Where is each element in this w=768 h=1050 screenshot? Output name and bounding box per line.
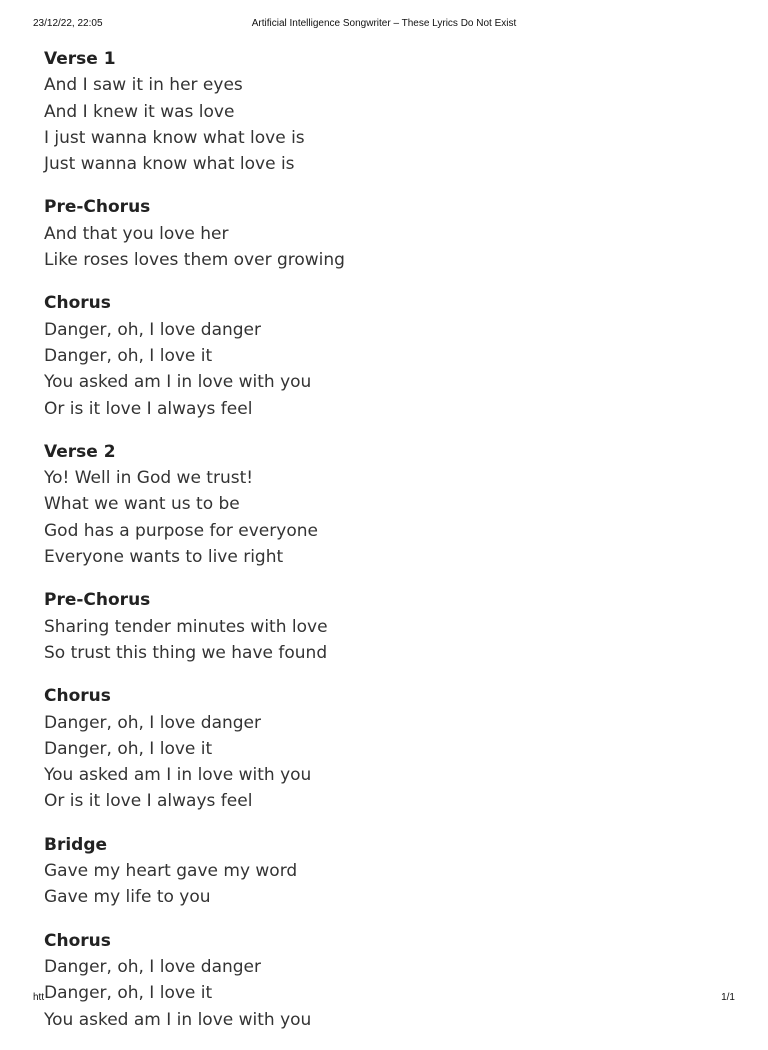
page-number: 1/1 [721, 992, 735, 1003]
lyric-line: Sharing tender minutes with love [44, 616, 328, 637]
lyric-line: Or is it love I always feel [44, 791, 253, 812]
footer-url: htt [33, 992, 45, 1003]
section-label: Pre-Chorus [44, 590, 151, 611]
lyric-line: Danger, oh, I love it [44, 738, 213, 759]
lyric-line: And I saw it in her eyes [44, 75, 243, 96]
lyric-line: Danger, oh, I love danger [44, 319, 261, 340]
lyric-line: And that you love her [44, 223, 229, 244]
print-header [0, 18, 768, 32]
print-datetime: 23/12/22, 22:05 [33, 18, 103, 29]
lyric-line: Danger, oh, I love danger [44, 712, 261, 733]
lyric-line: Gave my life to you [44, 887, 211, 908]
lyric-line: God has a purpose for everyone [44, 520, 318, 541]
lyric-line: I just wanna know what love is [44, 127, 305, 148]
lyric-line: Danger, oh, I love danger [44, 956, 261, 977]
section-label: Pre-Chorus [44, 197, 151, 218]
lyric-line: You asked am I in love with you [44, 1009, 312, 1030]
lyrics-section [44, 439, 724, 570]
lyrics-section [44, 928, 724, 1033]
lyric-line: Danger, oh, I love it [44, 345, 213, 366]
lyric-line: Like roses loves them over growing [44, 250, 345, 271]
lyrics-body [44, 46, 724, 1050]
section-label: Chorus [44, 293, 111, 314]
lyrics-section [44, 290, 724, 421]
lyric-line: And I knew it was love [44, 101, 235, 122]
lyric-line: You asked am I in love with you [44, 765, 312, 786]
lyric-line: What we want us to be [44, 494, 240, 515]
lyric-line: Yo! Well in God we trust! [44, 468, 254, 489]
section-label: Chorus [44, 930, 111, 951]
lyric-line: Just wanna know what love is [44, 154, 295, 175]
section-label: Verse 1 [44, 49, 116, 69]
lyric-line: Gave my heart gave my word [44, 861, 298, 882]
lyrics-section [44, 194, 724, 273]
lyric-line: Danger, oh, I love it [44, 983, 213, 1004]
lyric-line: Everyone wants to live right [44, 547, 284, 568]
lyrics-section [44, 46, 724, 177]
print-title: Artificial Intelligence Songwriter – These Lyrics Do Not Exist [251, 18, 517, 29]
section-label: Chorus [44, 686, 111, 707]
lyric-line: You asked am I in love with you [44, 372, 312, 393]
lyrics-section [44, 832, 724, 911]
lyrics-section [44, 587, 724, 666]
lyric-line: So trust this thing we have found [44, 642, 328, 663]
lyrics-section [44, 683, 724, 814]
section-label: Bridge [44, 834, 108, 855]
print-footer [0, 992, 768, 1006]
section-label: Verse 2 [44, 441, 116, 462]
lyric-line: Or is it love I always feel [44, 398, 253, 419]
